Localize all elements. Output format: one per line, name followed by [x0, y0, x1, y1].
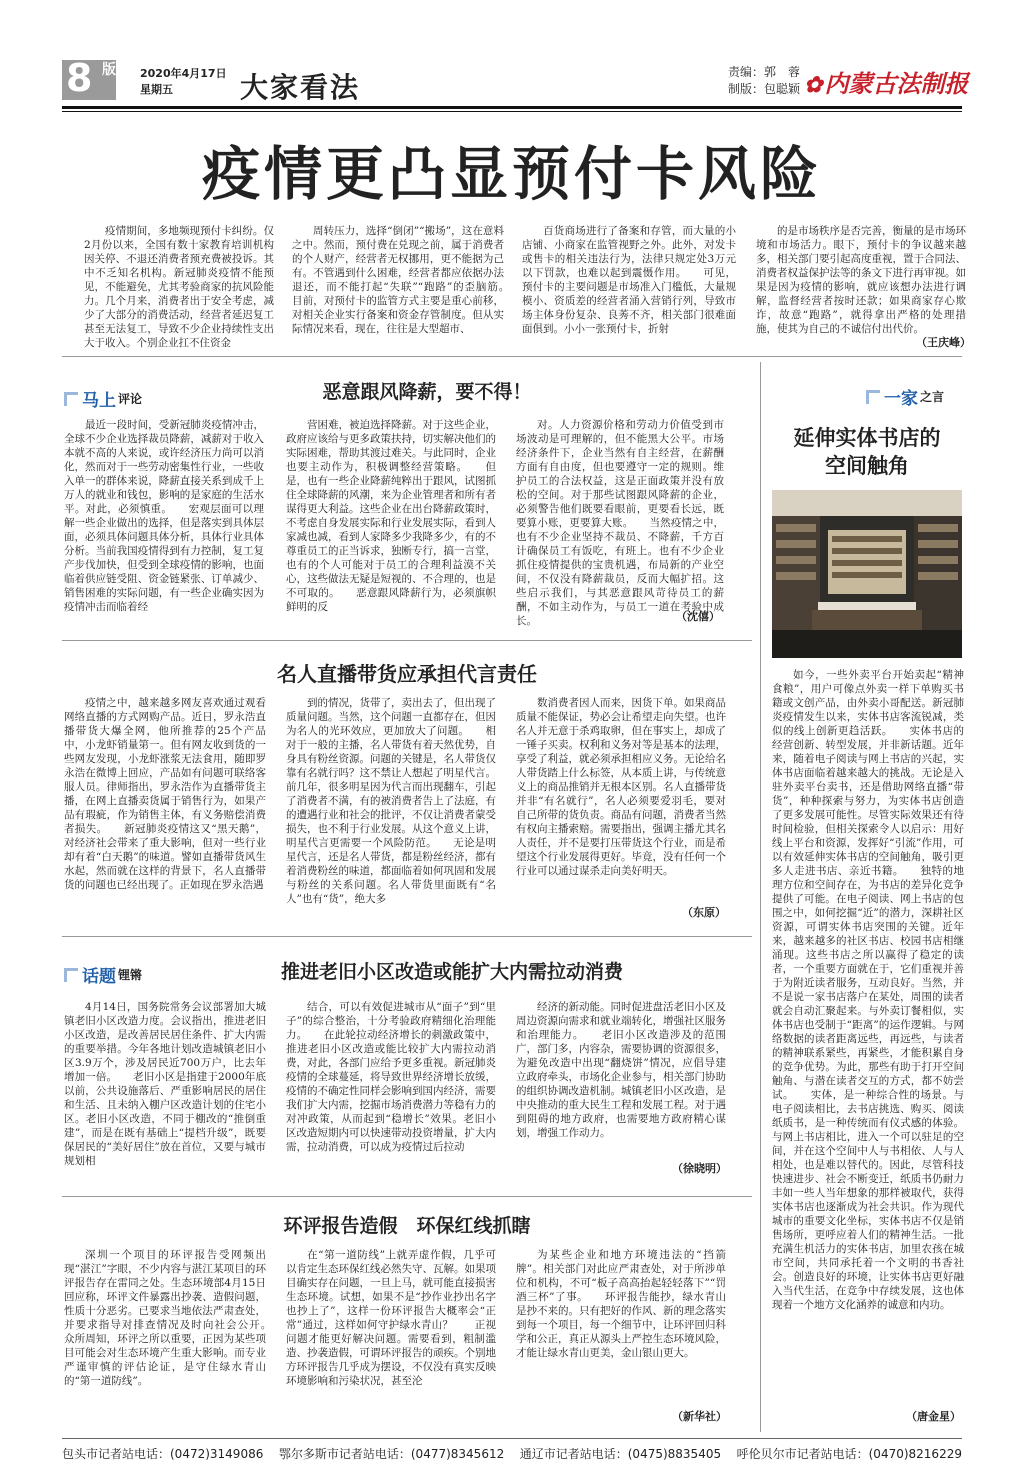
mashang-col-1: 最近一段时间，受新冠肺炎疫情冲击，全球不少企业选择裁员降薪，减薪对于收入本就不高的人来说，或许经济压力尚可以消化，然而对于一些劳动密集性行业，一些收入单一的群体来说，降薪直接关系到成千上万人的就业和钱包，影响的是家庭的生活水平。对此，必须慎重。 宏观层面可以理解一些企业做出的选择，但是落实到具体层面，必须具体问题具体分析，具体行业具体分析。当前我国疫情得到有力控制，复工复产步伐加快，但受到全球疫情的影响，也面临着供应链受阻、资金链紧张、订单减少、销售困难的实际问题，有一些企业确实因为疫情冲击而临着经: [64, 419, 264, 613]
bookstore-headline: [772, 424, 962, 480]
bookstore-byline: （唐金星）: [906, 1410, 961, 1423]
topic-tag: [64, 962, 142, 986]
oldcommunity-col-2: 结合，可以有效促进城市从“面子”到“里子”的综合整治，十分考验政府精细化治理能力。 在此轮拉动经济增长的刺激政策中，推进老旧小区改造或能比较扩大内需拉动消费，对此，各部门应给予更多重视。新冠肺炎疫情的全球蔓延，将导致世界经济增长放缓，疫情的不确定性同样会影响到国内经济，需要我们扩大内需，挖掘市场消费潜力等稳有力的对冲政策，从而起到“稳增长”效果。老旧小区改造短期内可以快速带动投资增量，扩大内需，拉动消费，可以成为疫情过后拉动: [286, 1001, 496, 1153]
bookstore-tag: [866, 384, 944, 408]
footer-hulunbuir: 呼伦贝尔市记者站电话：(0470)8216229: [736, 1447, 962, 1461]
footer-ordos: 鄂尔多斯市记者站电话：(0477)8345612: [278, 1447, 505, 1461]
tag-sub: 评论: [118, 392, 143, 406]
date-text: 2020年4月17日: [140, 67, 227, 80]
footer-contacts: [62, 1438, 962, 1464]
quote-corner-icon: [64, 392, 78, 406]
quote-corner-icon: [866, 390, 880, 404]
lead-col-3: 百货商场进行了备案和存管，而大量的小店铺、小商家在监管视野之外。此外，对发卡或售卡的相关违法行为，法律只规定处3万元以下罚款，也难以起到震慑作用。 可见，预付卡的主要问题是市场准入门槛低，大量规模小、资质差的经营者涌入营销行列，导致市场主体身份复杂、良莠不齐，相关部门很难面面俱到。小小一张预付卡，折射: [522, 225, 736, 335]
lead-headline: 疫情更凸显预付卡风险: [201, 140, 822, 208]
page-number-box: [62, 56, 116, 100]
mashang-tag: [64, 386, 142, 410]
header-rule-thin: [62, 111, 962, 112]
eia-col-2: 在“第一道防线”上就弄虚作假，几乎可以肯定生态环保红线必然失守、瓦解。如果项目确实存在问题，一旦上马，就可能直接损害生态环境。试想，如果不是“抄作业抄出名字也抄上了”，这样一份环评报告大概率会“正常”通过，这样如何守护绿水青山？ 正视问题才能更好解决问题。需要看到，粗制滥造、抄袭造假，可谓环评报告的顽疾。个别地方环评报告几乎成为摆设，不仅没有真实反映环境影响和污染状况，甚至沦: [286, 1249, 496, 1387]
footer-baotou: 包头市记者站电话：(0472)3149086: [62, 1447, 264, 1461]
bookstore-photo-icon: [772, 490, 962, 658]
eia-col-3: 为某些企业和地方环境违法的“挡箭牌”。相关部门对此应严肃查处，对于所涉单位和机构，不可“板子高高抬起轻轻落下”“罚酒三杯”了事。 环评报告能抄，绿水青山是抄不来的。只有把好的作风、新的理念落实到每一个项目，每一个细节中，让环评回归科学和公正，真正从源头上严控生态环境风险，才能让绿水青山更美，金山银山更大。: [516, 1249, 726, 1359]
right-column-divider: [760, 362, 761, 1432]
page-number: 8: [66, 56, 93, 100]
lead-col-1: 疫情期间，多地频现预付卡纠纷。仅2月份以来，全国有数十家教育培训机构因关停、不退还消费者预充费被投诉。其中不乏知名机构。新冠肺炎疫情不能预见，不能避免，尤其考验商家的抗风险能力。几个月来，消费者出于安全考虑，减少了大部分的消费活动，经营者延迟复工甚至无法复工，导致不少企业持续性支出大于收入。个别企业扛不住资金: [84, 225, 274, 349]
mashang-bottom-rule: [62, 640, 752, 641]
tag-sub: 之言: [920, 390, 945, 404]
mashang-col-3: 对。人力资源价格和劳动力价值受到市场波动是可理解的，但不能黑大公平。市场经济条件下，企业当然有自主经营，在薪酬方面有自由度，但也要遵守一定的规则。维护员工的合法权益，这是正面政策并没有放松的空间。对于那些试图跟风降薪的企业，必须警告他们既要看眼前，更要看长远，既要算小账，更要算大账。 当然疫情之中，也有不少企业坚持不裁员、不降薪，千方百计确保员工有饭吃，有班上。也有不少企业抓住疫情提供的宝贵机遇，布局新的产业空间，不仅没有降薪裁员，反而大幅扩招。这些启示我们，与其恶意跟风苛待员工的薪酬，不如主动作为，与员工一道在考验中成长。: [516, 419, 724, 627]
oldcommunity-headline: 推进老旧小区改造或能扩大内需拉动消费: [280, 961, 623, 983]
livestream-col-2: 到的情况，货带了，卖出去了，但出现了质量问题。当然，这个问题一直都存在，但因为名人的光环效应，更加放大了问题。 相对于一般的主播，名人带货有着天然优势，自身具有粉丝资源。问题的关键是，名人带货仅靠有名就行吗？这不禁让人想起了明星代言。前几年，很多明星因为代言而出现翻车，引起了消费者不满，有的被消费者告上了法庭，有的遭遇行业和社会的批评，不仅让消费者蒙受损失，也不利于行业发展。从这个意义上讲，明星代言更需要一个风险防范。 无论是明星代言，还是名人带货，都是粉丝经济，都有着消费粉丝的味道，都面临着如何巩固和发展与粉丝的关系问题。名人带货里面既有“名人”也有“货”，绝大多: [286, 697, 496, 905]
header-rule: [62, 106, 962, 109]
tag-main: 一家: [884, 389, 918, 409]
lead-byline: （王庆峰）: [916, 336, 971, 349]
bookstore-text: 如今，一些外卖平台开始卖起“精神食粮”，用户可像点外卖一样下单购买书籍或文创产品，由外卖小哥配送。新冠肺炎疫情发生以来，实体书店客流锐减，类似的线上创新更趋活跃。 实体书店的经营创新、转型发展，并非新话题。近年来，随着电子阅读与网上书店的兴起，实体书店面临着越来越大的挑战。无论是入驻外卖平台卖书，还是借助网络直播“带货”，种种探索与努力，为实体书店创造了更多发展可能性。尽管实际效果还有待时间检验，但相关探索令人以启示：用好线上平台和资源，发挥好“引流”作用，可以有效延伸实体书店的空间触角，吸引更多人走进书店、亲近书籍。 独特的地理方位和空间存在，为书店的差异化竞争提供了可能。在电子阅读、网上书店的包围之中，如何挖掘“近”的潜力，深耕社区资源，可谓实体书店突围的关键。近年来，越来越多的社区书店、校园书店相继涌现。这些书店之所以赢得了稳定的读者，一个重要方面就在于，它们重视并善于为附近读者服务，互动良好。当然，并不是说一家书店落户在某处，周围的读者就会自动汇聚起来。与外卖订餐相似，实体书店也受制于“距离”的运作逻辑。与网络数据的读者距离远些，再远些，与读者的精神联系紧些，再紧些，才能积累自身的竞争优势。为此，那些有助于打开空间触角、与潜在读者交互的方式，都不妨尝试。 实体，是一种综合性的场景。与电子阅读相比，去书店挑选、购买、阅读纸质书，是一种传统而有仪式感的体验。与网上书店相比，进入一个可以驻足的空间，并在这个空间中人与书相依、人与人相处，也是难以替代的。因此，尽管科技快速进步、社会不断变迁，纸质书仍耐力丰如一些人当年想象的那样被取代，获得实体书店也逐渐成为社会共识。作为现代城市的重要文化坐标，实体书店不仅是销售场所，更呼应着人们的精神生活。一批充满生机活力的实体书店，加里农孩在城市空间，共同承托着一个文明的书香社会。创造良好的环境，让实体书店更好融入当代生活，在竞争中存续发展，这也体现着一个地方文化涵养的诚意和内功。: [772, 669, 964, 1311]
tag-sub: 锂锵: [118, 968, 143, 982]
livestream-col-3: 数消费者因人而来，因货下单。如果商品质量不能保证，势必会让希望走向失望。也许名人并无意于杀鸡取卵，但在事实上，却成了一锤子买卖。权利和义务对等是基本的法理，享受了利益，就必须承担相应义务。无论给名人带货踏上什么标签，从本质上讲，与传统意义上的商品推销并无根本区别。名人直播带货并非“有名就行”，名人必须要爱羽毛，要对自己所带的货负责。商品有问题，消费者当然有权向主播索赔。需要指出，强调主播尤其名人责任，并不是要打压带货这个行业，而是希望这个行业发展得更好。毕竟，没有任何一个行业可以通过谋杀走向美好明天。: [516, 697, 726, 877]
weekday-text: 星期五: [140, 83, 173, 96]
eia-col-1: 深圳一个项目的环评报告受网频出现“湛江”字眼，不少内容与湛江某项目的环评报告存在雷同之处。生态环境部4月15日回应称，环评文件暴露出抄袭、造假问题，性质十分恶劣。已要求当地依法严肃查处，并要求指导对排查情况及时向社会公开。 众所周知，环评之所以重要，正因为某些项目可能会对生态环境产生重大影响。而专业严谨审慎的评估论证，是守住绿水青山的“第一道防线”。: [64, 1249, 287, 1387]
livestream-bottom-rule: [62, 936, 752, 937]
lead-col-4: 的是市场秩序是否完善，衡量的是市场环境和市场活力。眼下，预付卡的争议越来越多，相关部门要引起高度重视，置于合同法、消费者权益保护法等的条文下进行再审视。如果是因为疫情的影响，就应该想办法进行调解，监督经营者按时还款；如果商家存心欺诈，故意“跑路”，就得拿出严格的处理措施，使其为自己的不诚信付出代价。: [756, 225, 966, 335]
mashang-byline: （沈僖）: [676, 610, 720, 623]
paper-logo: [804, 64, 968, 99]
mashang-headline: 恶意跟风降薪，要不得！: [322, 381, 532, 403]
bookstore-photo: [772, 490, 962, 658]
quote-corner-icon: [64, 968, 78, 982]
designer-label: 制版：包聪颖: [728, 82, 801, 96]
oldcommunity-bottom-rule: [62, 1196, 752, 1197]
lead-bottom-rule: [62, 356, 962, 357]
editor-credits: [728, 64, 800, 98]
oldcommunity-col-1: 4月14日，国务院常务会议部署加大城镇老旧小区改造力度。会议指出，推进老旧小区改造，是改善居民居住条件、扩大内需的重要举措。今年各地计划改造城镇老旧小区3.9万个，涉及居民近700万户，比去年增加一倍。 老旧小区是指建于2000年底以前，公共设施落后、严重影响居民的居住和生活、且未纳入棚户区改造计划的住宅小区。老旧小区改造，不同于棚改的“推倒重建”，而是在既有基础上“提档升级”，既要保居民的“美好居住”放在首位，又要与城市规划相: [64, 1001, 266, 1167]
tag-main: 马上: [82, 391, 116, 411]
eia-headline: 环评报告造假 环保红线抓瞎: [283, 1215, 531, 1237]
issue-date: [140, 66, 227, 98]
oldcommunity-col-3: 经济的新动能。同时促进盘活老旧小区及周边资源向需求和就业端转化，增强社区服务和治理能力。 老旧小区改造涉及的范围广，部门多，内容杂，需要协调的资源很多，为避免改造中出现“翻烧饼”情况，应倡导建立政府牵头，市场化企业参与，相关部门协助的组织协调改造机制。城镇老旧小区改造，是中央推动的重大民生工程和发展工程。对于遇到阻碍的地方政府，也需要地方政府精心谋划，增强工作动力。: [516, 1001, 726, 1139]
column-name: 大家看法: [240, 71, 361, 104]
ban-label: 版: [102, 62, 116, 78]
masthead: [62, 56, 969, 104]
livestream-byline: （东原）: [682, 906, 726, 919]
oldcommunity-byline: （徐晓明）: [672, 1162, 727, 1175]
livestream-headline: 名人直播带货应承担代言责任: [277, 662, 537, 686]
bookstore-headline-line2: 空间触角: [825, 453, 909, 478]
editor-label: 责编：郭 蓉: [728, 65, 801, 79]
paper-name: 内蒙古法制报: [824, 69, 969, 98]
livestream-col-1: 疫情之中，越来越多网友喜欢通过观看网络直播的方式网购产品。近日，罗永浩直播带货大爆全网，他所推荐的25个产品中，小龙虾销量第一。但有网友收到货的一些网友发现，小龙虾涨浆无法食用，随即罗永浩在微博上回应，产品如有问题可联络客服人员。律师指出，罗永浩作为直播带货主播，在网上直播卖货属于销售行为，如果产品有瑕疵，作为销售主体，有义务赔偿消费者损失。 新冠肺炎疫情这又“黑天鹅”，对经济社会带来了重大影响，但对一些行业却有着“白天鹅”的味道。譬如直播带货风生水起，然而就在这样的背景下，名人直播带货的问题也已经出现了。正如现在罗永浩遇: [64, 697, 266, 891]
eia-byline: （新华社）: [672, 1410, 727, 1423]
lead-col-2: 周转压力，选择“倒闭”“搬场”，这在意料之中。然而，预付费在兑现之前，属于消费者的个人财产，经营者无权挪用，更不能据为己有。不管遇到什么困难，经营者都应依据办法退还，而不能打起“失联”“跑路”的歪脑筋。 目前，对预付卡的监管方式主要是重心前移，对相关企业实行备案和资金存管制度。但从实际情况来看，现在，往往是大型超市、: [292, 225, 525, 335]
tag-main: 话题: [82, 967, 116, 987]
mashang-col-2: 营困难，被迫选择降薪。对于这些企业，政府应该给与更多政策扶持，切实解决他们的实际困难，帮助其渡过难关。与此同时，企业也要主动作为，积极调整经营策略。 但是，也有一些企业降薪纯粹出于跟风，试图抓住全球降薪的风潮，来为企业管理者和所有者谋得更大利益。这些企业在出台降薪政策时，不考虑自身发展实际和行业发展实际，看到人家减也减，看到人家降多少我降多少，有的不尊重员工的正当诉求，独断专行，搞一言堂，也有的个人可能对于员工的合理利益漠不关心，这些做法无疑是短视的、不合理的，也是不可取的。 恶意跟风降薪行为，必须旗帜鲜明的反: [286, 419, 496, 613]
bookstore-headline-line1: 延伸实体书店的: [793, 425, 941, 450]
logo-swirl-icon: ✿: [804, 72, 823, 98]
footer-tongliao: 通辽市记者站电话：(0475)8835405: [519, 1447, 722, 1461]
